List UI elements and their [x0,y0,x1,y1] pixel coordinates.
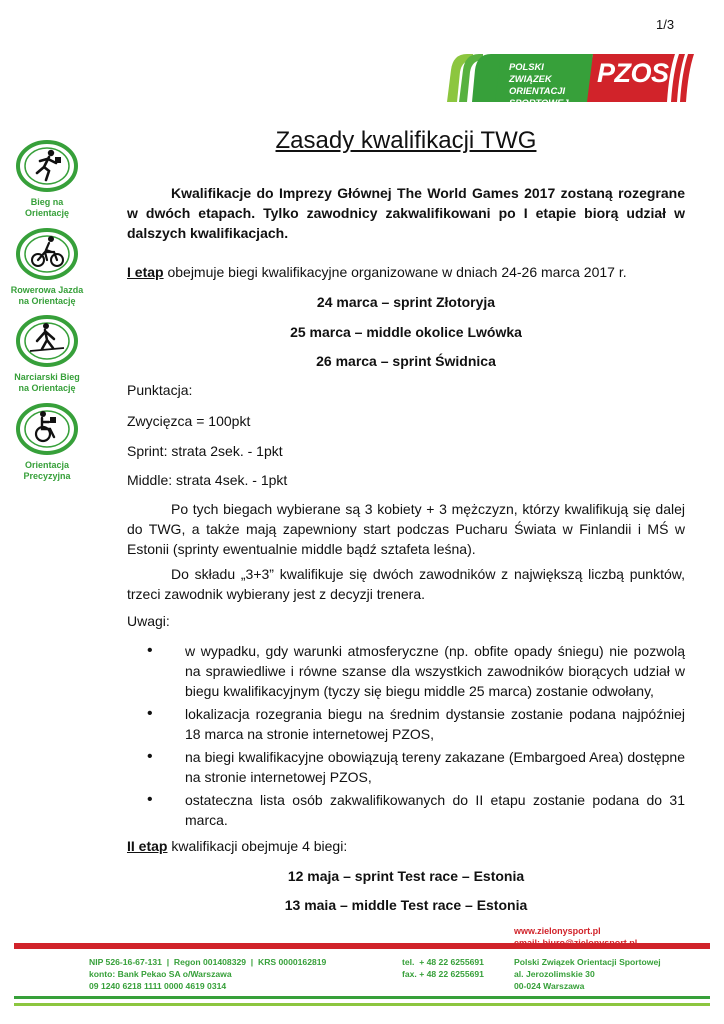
selection-paragraph: Po tych biegach wybierane są 3 kobiety + 3 mężczyzn, którzy kwalifikują się dalej do TWG, a także mają zapewniony start podczas Pucharu Świata w Finlandii i MŚ w Estonii (sprinty ewentualnie middle bądź sztafeta leśna). [127,501,685,557]
page-title: Zasady kwalifikacji TWG [275,127,537,154]
footer-website[interactable]: www.zielonysport.pl [514,926,601,936]
stage1-paragraph [127,262,685,282]
footer-green-bar [14,996,710,999]
footer-red-bar [14,943,710,949]
bicycle-icon [16,228,78,280]
notes-list [127,641,685,833]
sidebar-label: Bieg na Orientację [24,197,70,218]
list-item: • ostateczna lista osób zakwalifikowanych do II etapu zostanie podana do 31 marca. [127,790,685,830]
sidebar-item-trail-o [10,403,84,482]
footer-col-company: NIP 526-16-67-131 | Regon 001408329 | KRS 0000162819 konto: Bank Pekao SA o/Warszawa 09 1240 6218 1111 0000 4619 0314 [89,957,327,991]
logo-org-line2: ORIENTACJI SPORTOWEJ [509,85,569,108]
footer-col-contact: tel. + 48 22 6255691 fax. + 48 22 6255691 [402,957,484,979]
team-paragraph: Do składu „3+3” kwalifikuje się dwóch zawodników z największą liczbą punktów, trzeci zawodnik wybierany jest z decyzji trenera. [127,566,685,602]
runner-icon [16,140,78,192]
sidebar-label: Orientacja Precyzyjna [23,460,71,481]
pzos-logo [443,52,695,108]
scoring-sprint: Sprint: strata 2sek. - 1pkt [127,443,283,459]
notes-heading: Uwagi: [127,613,170,629]
scoring-heading: Punktacja: [127,382,193,398]
sidebar-item-mtbo [10,228,84,307]
footer-lightgreen-bar [14,1003,710,1006]
sidebar-label: Rowerowa Jazda na Orientację [10,285,84,306]
stage2-label: II etap [127,838,168,854]
stage2-event: 13 maia – middle Test race – Estonia [284,897,528,913]
stage2-paragraph [127,836,685,856]
list-item: • na biegi kwalifikacyjne obowiązują tereny zakazane (Embargoed Area) dostępne na stronie internetowej PZOS, [127,747,685,787]
stage2-event: 12 maja – sprint Test race – Estonia [287,868,525,884]
wheelchair-icon [16,403,78,455]
intro-paragraph: Kwalifikacje do Imprezy Głównej The World Games 2017 zostaną rozegrane w dwóch etapach. Tylko zawodnicy zakwalifikowani po I etapie biorą udział w dalszych kwalifikacjach. [127,185,685,241]
logo-abbr: PZOS [597,58,669,88]
sidebar-item-ski-o [10,315,84,394]
page-number: 1/3 [656,17,675,32]
stage1-text: obejmuje biegi kwalifikacyjne organizowane w dniach 24-26 marca 2017 r. [163,264,627,280]
stage1-label: I etap [127,264,164,280]
list-item: • w wypadku, gdy warunki atmosferyczne (np. obfite opady śniegu) nie pozwolą na sprawiedliwe i równe szanse dla wszystkich zawodników biorących udział w biegu kwalifikacyjnym (tyczy się biegu middle 25 marca) zostanie odwołany, [127,641,685,701]
footer-col-address: Polski Związek Orientacji Sportowej al. Jerozolimskie 30 00-024 Warszawa [514,957,661,991]
stage1-event: 25 marca – middle okolice Lwówka [290,324,522,340]
skier-icon [16,315,78,367]
stage1-event: 24 marca – sprint Złotoryja [316,294,496,310]
sidebar-label: Narciarski Bieg na Orientację [14,372,80,393]
scoring-middle: Middle: strata 4sek. - 1pkt [127,472,288,488]
scoring-winner: Zwycięzca = 100pkt [127,413,251,429]
sidebar-item-foot-o [10,140,84,219]
logo-org-line1: POLSKI ZWIĄZEK [509,61,552,84]
stage2-text: kwalifikacji obejmuje 4 biegi: [167,838,348,854]
list-item: • lokalizacja rozegrania biegu na średnim dystansie zostanie podana najpóźniej 18 marca na stronie internetowej PZOS, [127,704,685,744]
stage1-event: 26 marca – sprint Świdnica [316,353,496,369]
logo-org-name [509,61,589,109]
